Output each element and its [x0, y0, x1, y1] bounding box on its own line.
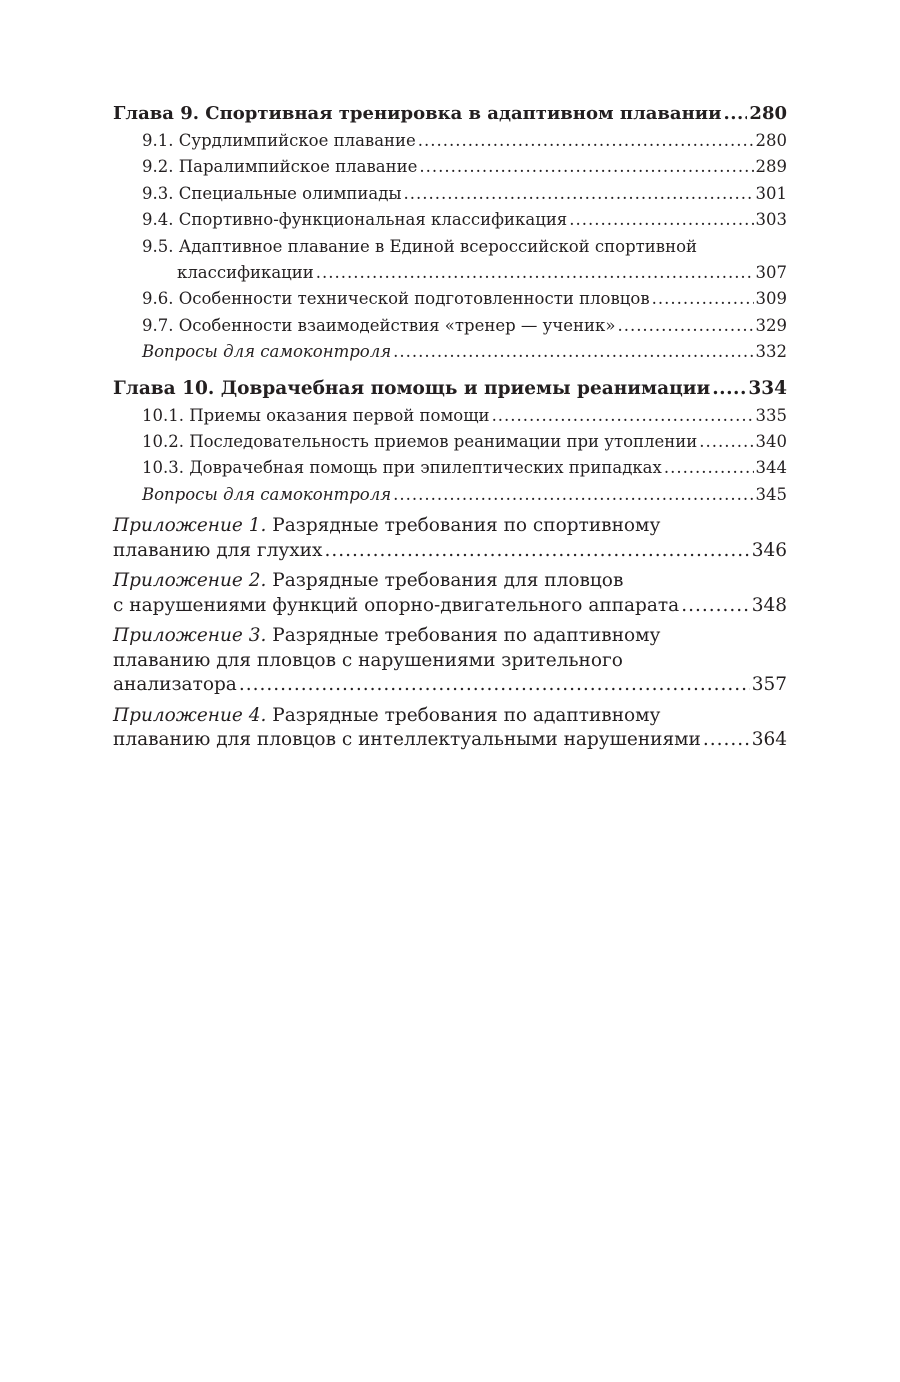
- appendix-label: Приложение 2.: [113, 570, 267, 592]
- appendix-title-line-2: плаванию для пловцов с нарушениями зрительного: [113, 649, 623, 671]
- page-number: 345: [755, 484, 787, 504]
- appendix-title-line-1: Разрядные требования по адаптивному: [272, 704, 661, 726]
- page-number: 303: [755, 210, 787, 230]
- appendix-title-line-2: плаванию для глухих: [113, 539, 323, 561]
- section-title: 9.4. Спортивно-функциональная классификация: [142, 210, 568, 230]
- toc-section-9-4[interactable]: [113, 207, 787, 233]
- dot-leader: [569, 207, 753, 233]
- section-title: 10.3. Доврачебная помощь при эпилептических припадках: [142, 458, 662, 478]
- dot-leader: [404, 181, 754, 207]
- dot-leader: [418, 128, 754, 154]
- page-number: 344: [755, 458, 787, 478]
- dot-leader: [316, 260, 754, 286]
- dot-leader: [492, 403, 754, 429]
- appendix-label: Приложение 1.: [113, 515, 267, 537]
- appendix-title-line-2: с нарушениями функций опорно-двигательного аппарата: [113, 594, 680, 616]
- page-number: 364: [751, 729, 787, 751]
- dot-leader: [699, 429, 753, 455]
- page-number: 340: [755, 432, 787, 452]
- appendix-title-line-1: Разрядные требования для пловцов: [272, 570, 624, 592]
- dot-leader: [703, 728, 750, 753]
- toc-section-9-5[interactable]: [113, 234, 787, 287]
- toc-section-9-1[interactable]: [113, 128, 787, 154]
- appendix-title-line-3: анализатора: [113, 674, 237, 696]
- section-title: 9.7. Особенности взаимодействия «тренер — ученик»: [142, 315, 616, 335]
- dot-leader: [652, 286, 754, 312]
- dot-leader: [393, 339, 753, 365]
- toc-appendix-2[interactable]: [113, 569, 787, 618]
- section-title: Вопросы для самоконтроля: [142, 342, 392, 362]
- dot-leader: [239, 673, 750, 698]
- section-title-line-2: классификации: [177, 263, 314, 283]
- page-number: 357: [751, 674, 787, 696]
- section-title: 10.2. Последовательность приемов реанимации при утоплении: [142, 432, 698, 452]
- toc-section-9-6[interactable]: [113, 286, 787, 312]
- page-number: 332: [755, 342, 787, 362]
- page-number: 301: [755, 183, 787, 203]
- toc-appendix-3[interactable]: [113, 624, 787, 698]
- section-title: 9.3. Специальные олимпиады: [142, 183, 402, 203]
- page-number: 346: [751, 539, 787, 561]
- dot-leader: [324, 539, 749, 564]
- toc-section-10-1[interactable]: [113, 403, 787, 429]
- page-number: 335: [755, 405, 787, 425]
- dot-leader: [419, 154, 753, 180]
- page-number: 334: [748, 377, 787, 399]
- page-number: 307: [755, 263, 787, 283]
- dot-leader: [681, 594, 750, 619]
- page-number: 289: [755, 157, 787, 177]
- page-number: 309: [755, 289, 787, 309]
- appendix-label: Приложение 4.: [113, 704, 267, 726]
- dot-leader: [393, 482, 753, 508]
- page-number: 329: [755, 315, 787, 335]
- appendix-title-line-1: Разрядные требования по адаптивному: [272, 625, 661, 647]
- section-title: Вопросы для самоконтроля: [142, 484, 392, 504]
- section-title: 9.1. Сурдлимпийское плавание: [142, 131, 416, 150]
- toc-chapter-9[interactable]: [113, 99, 787, 128]
- toc-section-10-questions[interactable]: [113, 482, 787, 508]
- appendix-title-line-1: Разрядные требования по спортивному: [272, 515, 661, 537]
- chapter-title: Глава 10. Доврачебная помощь и приемы реанимации: [113, 377, 711, 399]
- dot-leader: [664, 455, 754, 481]
- page-number: 348: [751, 594, 787, 616]
- section-title: 10.1. Приемы оказания первой помощи: [142, 405, 490, 425]
- dot-leader: [617, 313, 753, 339]
- appendix-title-line-2: плаванию для пловцов с интеллектуальными нарушениями: [113, 729, 701, 751]
- section-title-line-1: 9.5. Адаптивное плавание в Единой всероссийской спортивной: [142, 236, 698, 256]
- chapter-title: Глава 9. Спортивная тренировка в адаптивном плавании: [113, 103, 722, 124]
- toc-appendix-1[interactable]: [113, 514, 787, 563]
- toc-section-9-7[interactable]: [113, 313, 787, 339]
- section-title: 9.6. Особенности технической подготовленности пловцов: [142, 289, 650, 309]
- toc-chapter-10[interactable]: [113, 374, 787, 403]
- appendix-label: Приложение 3.: [113, 625, 267, 647]
- toc-section-10-2[interactable]: [113, 429, 787, 455]
- page-number: 280: [755, 131, 787, 150]
- dot-leader: [712, 374, 746, 403]
- toc-section-9-questions[interactable]: [113, 339, 787, 365]
- table-of-contents: [113, 98, 787, 753]
- dot-leader: [723, 99, 747, 128]
- toc-section-9-2[interactable]: [113, 154, 787, 180]
- toc-appendix-4[interactable]: [113, 704, 787, 753]
- toc-section-9-3[interactable]: [113, 181, 787, 207]
- toc-section-10-3[interactable]: [113, 455, 787, 481]
- page-number: 280: [749, 103, 787, 124]
- section-title: 9.2. Паралимпийское плавание: [142, 157, 418, 177]
